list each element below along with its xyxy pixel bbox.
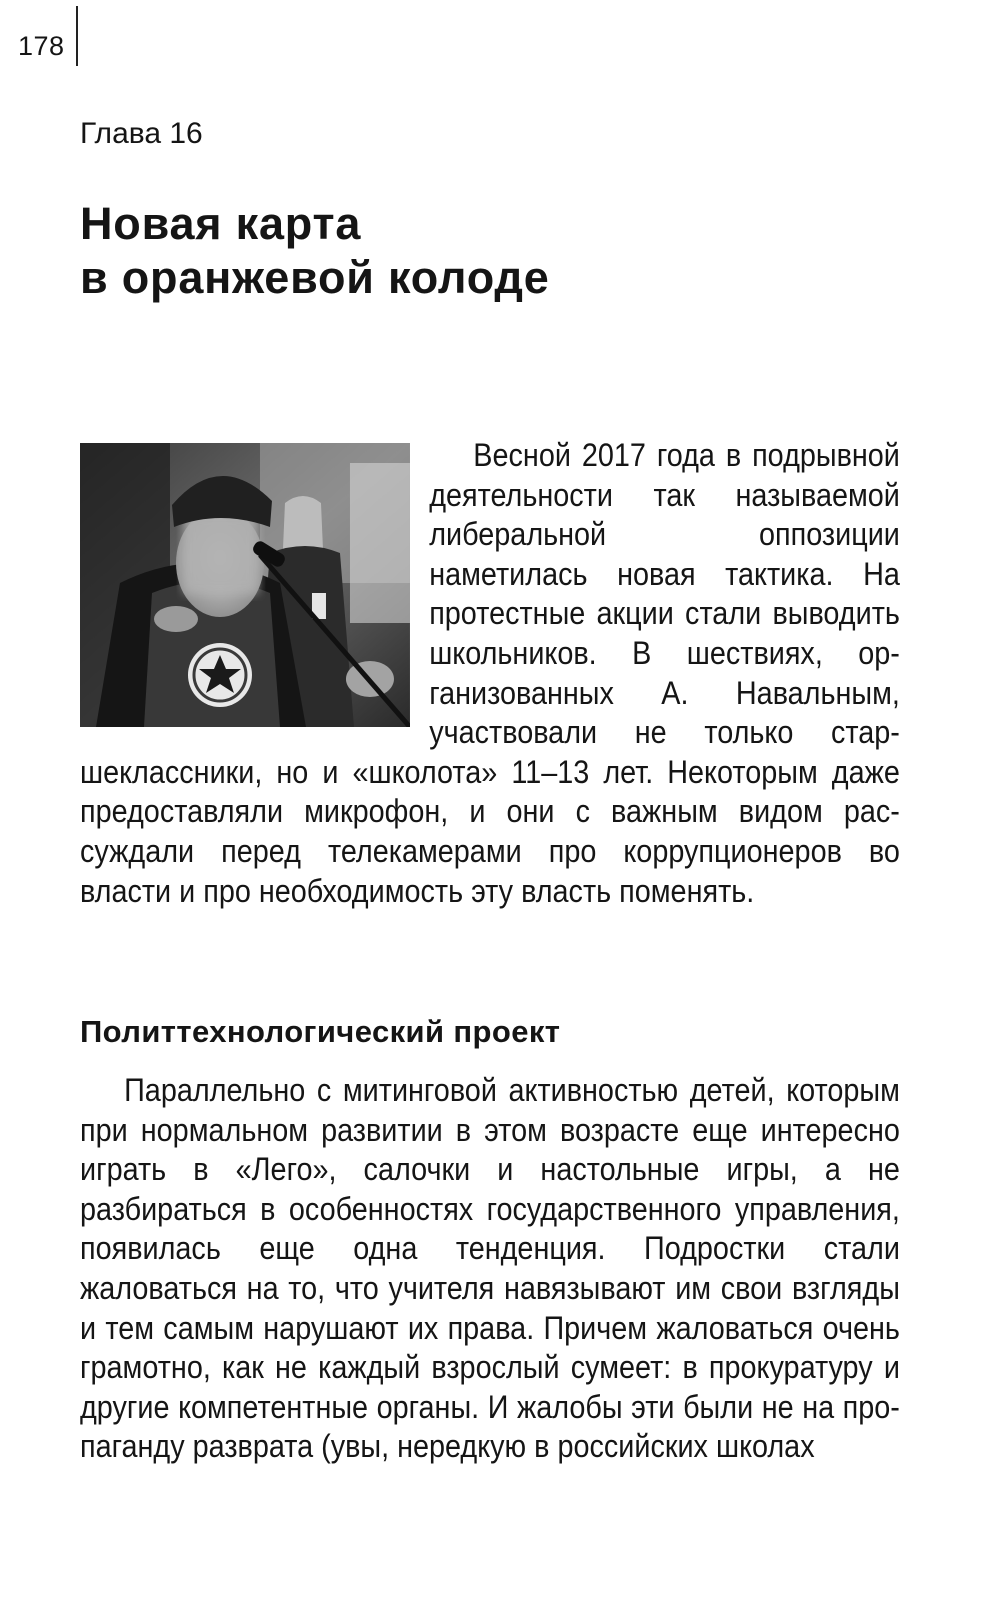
photo-teen-speaking-icon xyxy=(80,443,447,727)
intro-text: Весной 2017 года в подрывной деятельности так называемой либеральной оппозиции наметилась новая тактика. На протестные акции стали выводить школьников. В шествиях, организованных А. Навальным, участвовали не только старшеклассники, но и «школота» 11–13 лет. Некоторым даже предоставляли микрофон, и они с важным видом рассуждали перед телекамерами про коррупционеров во власти и про необходимость эту власть поменять. xyxy=(80,437,900,909)
page-number-rule xyxy=(76,6,78,66)
chapter-label: Глава 16 xyxy=(80,117,203,150)
page-number: 178 xyxy=(18,31,65,61)
chapter-title xyxy=(80,197,550,305)
section-heading: Политтехнологический проект xyxy=(80,1014,561,1049)
photo-image xyxy=(80,443,410,727)
chapter-title-line-1: Новая карта xyxy=(80,198,362,249)
chapter-title-line-2: в оранжевой колоде xyxy=(80,252,550,303)
intro-paragraph xyxy=(80,436,900,911)
section-paragraph: Параллельно с митинговой активностью детей, которым при нормальном развитии в этом возрасте еще интересно играть в «Лего», салочки и настольные игры, а не разбираться в особенностях государственного управления, появилась еще одна тенденция. Подростки стали жаловаться на то, что учителя навязывают им свои взгляды и тем самым нарушают их права. Причем жаловаться очень грамотно, как не каждый взрослый сумеет: в прокуратуру и другие компетентные органы. И жалобы эти были не на пропаганду разврата (увы, нередкую в российских школах xyxy=(80,1072,900,1465)
